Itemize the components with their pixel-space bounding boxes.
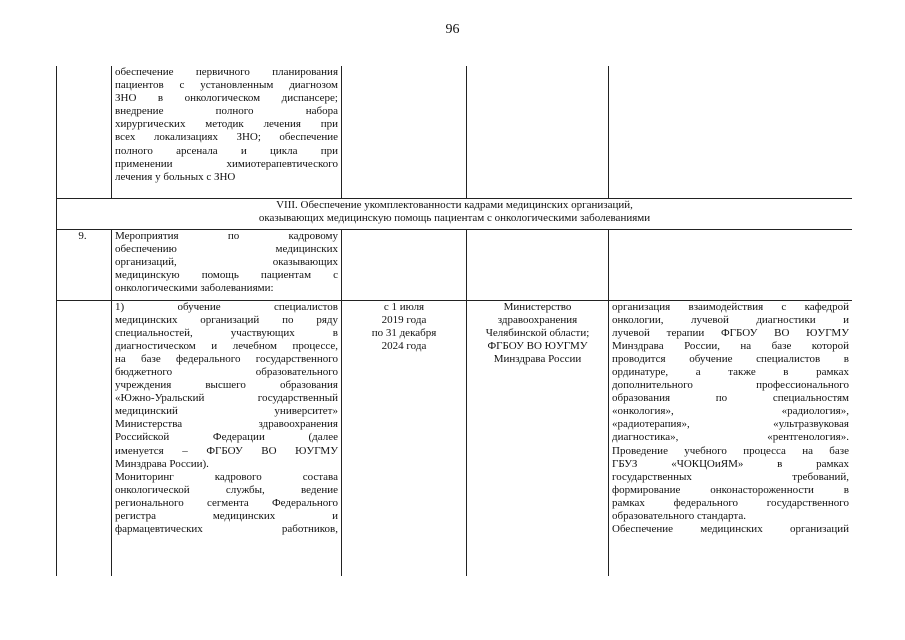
table-row-9-intro xyxy=(57,229,853,300)
text-line: фармацевтических работников, xyxy=(115,523,338,536)
cell-result xyxy=(609,300,853,576)
table-row-continued xyxy=(57,66,853,198)
cell-measure-continued xyxy=(112,66,342,198)
cell-term-empty xyxy=(342,66,467,198)
text-line: полного арсенала и цикла при xyxy=(115,144,338,157)
text-line: ординатуре, а также в рамках xyxy=(612,365,849,378)
section-title-line-1: VIII. Обеспечение укомплектованности кадрами медицинских организаций, xyxy=(276,198,633,211)
text-line: пациентов с установленным диагнозом xyxy=(115,79,338,92)
text-line: Мероприятия по кадровому xyxy=(115,229,338,242)
text-line: медицинский университет» xyxy=(115,405,338,418)
cell-number-empty xyxy=(57,300,112,576)
section-title-line-2: оказывающих медицинскую помощь пациентам с онкологическими заболеваниями xyxy=(258,211,651,224)
cell-measure-sub1 xyxy=(112,300,342,576)
section-title xyxy=(57,198,853,229)
text-line: «онкология», «радиология», xyxy=(612,405,849,418)
text-line: Проведение учебного процесса на базе xyxy=(612,444,849,457)
cell-result-empty xyxy=(609,66,853,198)
text-line: применении химиотерапевтического xyxy=(115,157,338,170)
text-line: 2019 года xyxy=(381,313,427,326)
text-line: Минздрава России). xyxy=(115,457,209,470)
text-line: организация взаимодействия с кафедрой xyxy=(612,300,849,313)
text-line: образовательного стандарта. xyxy=(612,510,746,522)
text-line: здравоохранения xyxy=(497,313,578,326)
text-line: проводится обучение специалистов в xyxy=(612,352,849,365)
cell-number-empty xyxy=(57,66,112,198)
text-line: обеспечение первичного планирования xyxy=(115,66,338,78)
page-number: 96 xyxy=(445,22,460,37)
cell-responsible-empty xyxy=(467,66,609,198)
text-line: «Южно-Уральский государственный xyxy=(115,392,338,405)
text-line: «радиотерапия», «ультразвуковая xyxy=(612,418,849,431)
text-line: 2024 года xyxy=(381,339,427,352)
text-line: регистра медицинских и xyxy=(115,510,338,522)
text-line: Минздрава России, на базе которой xyxy=(612,339,849,352)
text-line: онкологическими заболеваниями: xyxy=(115,281,274,294)
text-line: формирование онконастороженности в xyxy=(612,483,849,496)
cell-result-empty xyxy=(609,229,853,300)
cell-responsible-empty xyxy=(467,229,609,300)
text-line: ФГБОУ ВО ЮУГМУ xyxy=(487,339,588,352)
text-line: диагностика», «рентгенология». xyxy=(612,431,849,444)
text-line: внедрение полного набора xyxy=(115,105,338,118)
text-line: всех локализациях ЗНО; обеспечение xyxy=(115,131,338,144)
text-line: специальностей, участвующих в xyxy=(115,326,338,339)
text-line: ГБУЗ «ЧОКЦОиЯМ» в рамках xyxy=(612,457,849,470)
text-line: на базе федерального государственного xyxy=(115,352,338,365)
text-line: лечения у больных с ЗНО xyxy=(115,170,236,183)
cell-responsible xyxy=(467,300,609,576)
text-line: государственных требований, xyxy=(612,470,849,483)
text-line: Мониторинг кадрового состава xyxy=(115,470,338,483)
cell-term xyxy=(342,300,467,576)
text-line: именуется – ФГБОУ ВО ЮУГМУ xyxy=(115,444,338,457)
text-line: по 31 декабря xyxy=(371,326,437,339)
text-line: дополнительного профессионального xyxy=(612,379,849,392)
text-line: медицинских организаций по ряду xyxy=(115,313,338,326)
text-line: регионального сегмента Федерального xyxy=(115,496,338,509)
text-line: учреждения высшего образования xyxy=(115,379,338,392)
text-line: онкологической службы, ведение xyxy=(115,483,338,496)
row-number: 9. xyxy=(57,229,112,300)
section-header-row xyxy=(57,198,853,229)
text-line: обеспечению медицинских xyxy=(115,242,338,255)
text-line: Челябинской области; xyxy=(485,326,590,339)
text-line: ЗНО в онкологическом диспансере; xyxy=(115,92,338,105)
table-row-9-sub1 xyxy=(57,300,853,576)
text-line: бюджетного образовательного xyxy=(115,365,338,378)
text-line: Российской Федерации (далее xyxy=(115,431,338,444)
cell-measure-intro xyxy=(112,229,342,300)
text-line: лучевой терапии ФГБОУ ВО ЮУГМУ xyxy=(612,326,849,339)
document-table-frame xyxy=(56,66,852,576)
text-line: медицинскую помощь пациентам с xyxy=(115,268,338,281)
text-line: Обеспечение медицинских организаций xyxy=(612,523,849,536)
text-line: Минздрава России xyxy=(493,352,582,365)
text-line: Министерство xyxy=(503,300,572,313)
text-line: образования по специальностям xyxy=(612,392,849,405)
cell-term-empty xyxy=(342,229,467,300)
text-line: онкологии, лучевой диагностики и xyxy=(612,313,849,326)
text-line: хирургических методик лечения при xyxy=(115,118,338,131)
text-line: организаций, оказывающих xyxy=(115,255,338,268)
measures-table xyxy=(56,66,852,576)
text-line: с 1 июля xyxy=(383,300,425,313)
text-line: 1) обучение специалистов xyxy=(115,300,338,313)
text-line: Министерства здравоохранения xyxy=(115,418,338,431)
text-line: рамках федерального государственного xyxy=(612,496,849,509)
text-line: диагностическом и лечебном процессе, xyxy=(115,339,338,352)
